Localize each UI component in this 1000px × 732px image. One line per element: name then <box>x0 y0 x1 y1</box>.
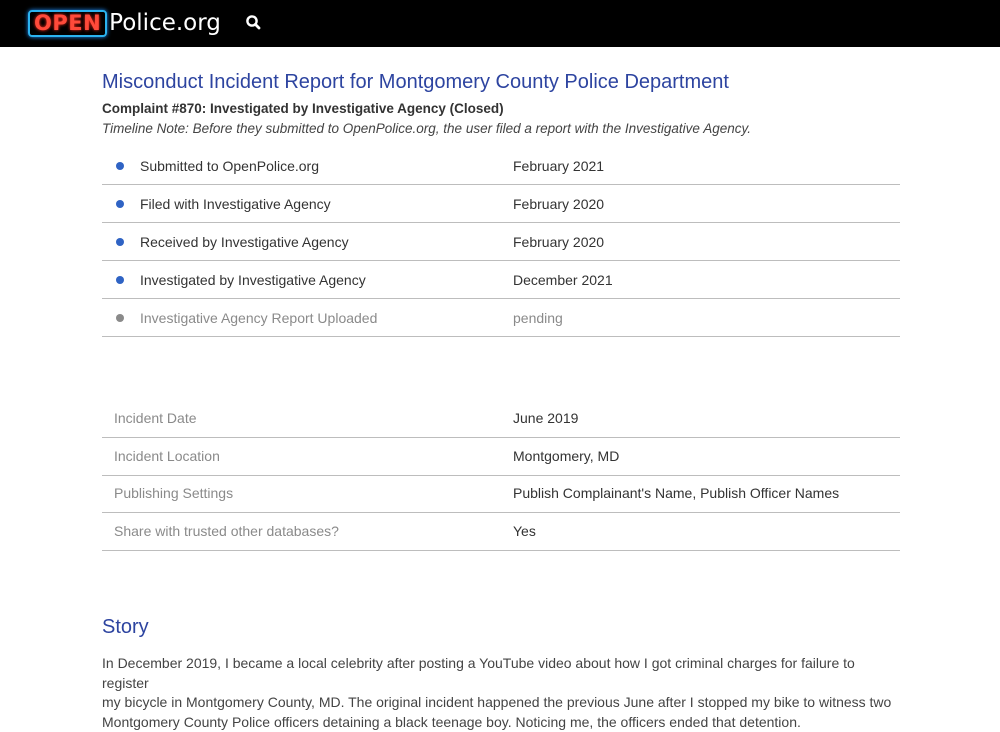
story-line: Montgomery County Police officers detaining a black teenage boy. Noticing me, the officers ended that detention. <box>102 713 900 732</box>
pending-dot-icon <box>116 314 124 322</box>
search-icon[interactable] <box>244 13 264 33</box>
story-heading: Story <box>102 616 149 639</box>
completed-dot-icon <box>116 162 124 170</box>
detail-label: Incident Date <box>114 410 197 426</box>
detail-value: Publish Complainant's Name, Publish Officer Names <box>513 485 839 501</box>
openpolice-logo[interactable] <box>28 7 221 39</box>
timeline-value: February 2021 <box>513 158 604 174</box>
detail-value: Montgomery, MD <box>513 448 619 464</box>
story-line: my bicycle in Montgomery County, MD. The original incident happened the previous June after I stopped my bike to witness two <box>102 693 900 713</box>
timeline-row <box>102 147 900 185</box>
timeline-row <box>102 261 900 299</box>
detail-value: Yes <box>513 523 536 539</box>
story-text <box>102 654 900 732</box>
page-title: Misconduct Incident Report for Montgomery County Police Department <box>102 71 729 94</box>
detail-label: Publishing Settings <box>114 485 233 501</box>
timeline-value: February 2020 <box>513 234 604 250</box>
timeline-label: Investigated by Investigative Agency <box>140 272 366 288</box>
timeline-label: Filed with Investigative Agency <box>140 196 331 212</box>
completed-dot-icon <box>116 200 124 208</box>
timeline-label: Received by Investigative Agency <box>140 234 349 250</box>
timeline-note: Timeline Note: Before they submitted to OpenPolice.org, the user filed a report with the Investigative Agency. <box>102 121 751 136</box>
timeline-row <box>102 223 900 261</box>
timeline-row <box>102 185 900 223</box>
timeline-value: pending <box>513 310 563 326</box>
completed-dot-icon <box>116 238 124 246</box>
detail-label: Incident Location <box>114 448 220 464</box>
logo-open-text: OPEN <box>28 10 107 37</box>
detail-value: June 2019 <box>513 410 578 426</box>
detail-row-publishing-settings <box>102 475 900 513</box>
timeline-value: February 2020 <box>513 196 604 212</box>
story-line: In December 2019, I became a local celebrity after posting a YouTube video about how I got criminal charges for failure to register <box>102 654 900 693</box>
timeline-row-pending <box>102 299 900 337</box>
logo-domain-text: Police.org <box>109 10 221 36</box>
complaint-status: Complaint #870: Investigated by Investigative Agency (Closed) <box>102 101 504 116</box>
timeline-label: Investigative Agency Report Uploaded <box>140 310 377 326</box>
timeline-value: December 2021 <box>513 272 613 288</box>
detail-row-incident-date <box>102 400 900 438</box>
completed-dot-icon <box>116 276 124 284</box>
timeline-label: Submitted to OpenPolice.org <box>140 158 319 174</box>
detail-label: Share with trusted other databases? <box>114 523 339 539</box>
detail-row-incident-location <box>102 438 900 476</box>
top-navigation-bar <box>0 0 1000 47</box>
detail-row-share-databases <box>102 513 900 551</box>
